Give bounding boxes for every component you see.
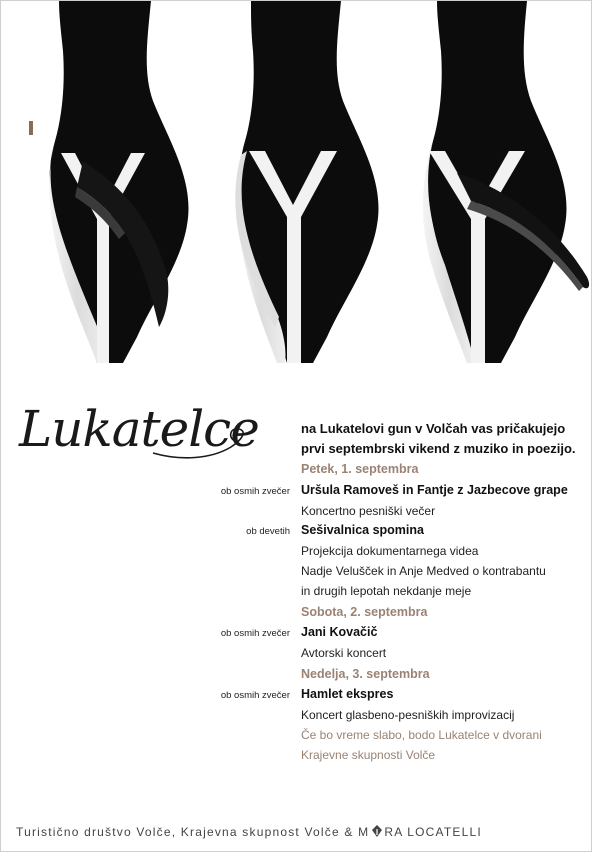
footer-organizers: Turistično društvo Volče, Krajevna skupnost Volče & [16, 825, 354, 839]
day-sunday: Nedelja, 3. septembra [301, 667, 430, 681]
poster-title: Lukatelce [19, 400, 259, 458]
day-friday: Petek, 1. septembra [301, 462, 419, 476]
legs-artwork [1, 1, 591, 373]
act-description: Avtorski koncert [301, 646, 387, 660]
act-title: Jani Kovačič [301, 625, 378, 639]
intro-line-2: prvi septembrski vikend z muziko in poezijo. [301, 441, 576, 456]
time-label: ob devetih [246, 526, 290, 537]
act-title: Hamlet ekspres [301, 687, 394, 701]
act-description: in drugih lepotah nekdanje meje [301, 584, 472, 598]
act-description: Projekcija dokumentarnega videa [301, 544, 479, 558]
time-label: ob osmih zvečer [220, 628, 290, 639]
intro-line-1: na Lukatelovi gun v Volčah vas pričakujejo [301, 421, 566, 436]
locatelli-logo: M RA LOCATELLI [358, 825, 482, 839]
figure-left [49, 1, 188, 363]
act-description: Koncert glasbeno-pesniških improvizacij [301, 708, 515, 722]
time-label: ob osmih zvečer [220, 486, 290, 497]
weather-note-line-1: Če bo vreme slabo, bodo Lukatelce v dvorani [301, 728, 542, 742]
figure-right [423, 1, 589, 363]
pen-nib-icon [370, 825, 384, 837]
weather-note-line-2: Krajevne skupnosti Volče [301, 748, 436, 762]
act-description: Koncertno pesniški večer [301, 504, 436, 518]
act-description: Nadje Velušček in Anje Medved o kontrabantu [301, 564, 546, 578]
bookmark-tab [29, 121, 33, 135]
time-label: ob osmih zvečer [220, 690, 290, 701]
act-title: Uršula Ramoveš in Fantje z Jazbecove grape [301, 483, 568, 497]
footer-credits [16, 825, 482, 839]
day-saturday: Sobota, 2. septembra [301, 605, 428, 619]
act-title: Sešivalnica spomina [301, 523, 424, 537]
title-swash [151, 425, 251, 465]
figure-middle [235, 1, 378, 363]
